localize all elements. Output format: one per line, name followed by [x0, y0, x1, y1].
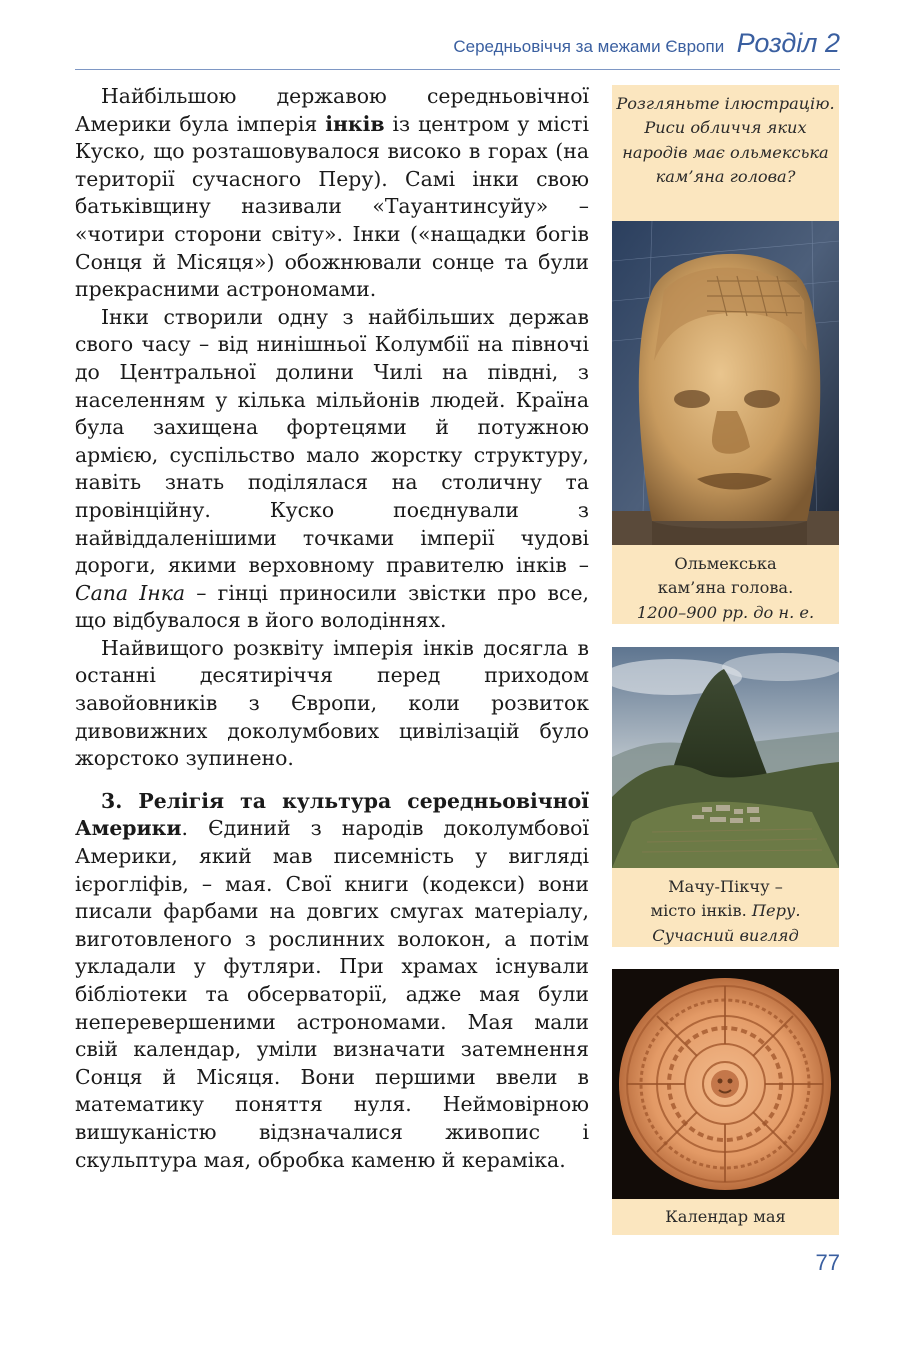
p1-text-a: Найбільшою державою середньовічної Америки була імперія	[75, 84, 589, 136]
paragraph-3: Найвищого розквіту імперія інків досягла в останні десятиріччя перед приходом завойовників з Європи, коли розвиток дивовижних доколумбових цивілізацій було жорстоко зупинено.	[75, 635, 589, 771]
caption1-line3: 1200–900 рр. до н. е.	[636, 602, 815, 622]
caption2-line1: Мачу-Пікчу –	[668, 877, 783, 896]
page-number: 77	[815, 1250, 840, 1275]
maya-calendar-image	[612, 969, 839, 1199]
p4-text-b: . Єдиний з народів доколумбової Америки, який мав писемність у вигляді ієрогліфів, – мая. Свої книги (кодекси) вони писали фарбами на довгих смугах матеріалу, виготовленого з рослинних волокон, а потім укладали у футляри. При храмах існували бібліотеки та обсерваторії, адже мая були неперевершеними астрономами. Мая мали свій календар, уміли визначати затемнення Сонця й Місяця. Вони першими ввели в математику поняття нуля. Неймовірною вишуканістю відзначалися живопис і скульптура мая, обробка каменю й кераміка.	[75, 816, 589, 1172]
p2-text-c: – гінці приносили звістки про все, що відбувалося в його володіннях.	[75, 580, 589, 633]
caption2-line2b: Перу.	[751, 901, 801, 921]
maya-calendar-caption	[612, 1199, 839, 1235]
paragraph-2	[75, 304, 589, 635]
question-text: Розгляньте ілюстрацію. Риси обличчя яких народів має ольмекська кам’яна голова?	[616, 94, 835, 186]
section-heading: 3. Релігія та культура середньовічної Америки	[75, 788, 589, 841]
p1-bold-term: інків	[325, 111, 385, 136]
question-box	[612, 85, 839, 221]
olmec-caption	[612, 545, 839, 624]
header-subtitle: Середньовіччя за межами Європи	[453, 37, 725, 56]
machu-picchu-caption	[612, 868, 839, 947]
p1-text-c: із центром у місті Куско, що розташовувалося високо в горах (на території сучасного Перу). Самі інки свою батьківщину називали «Тауантинсуйу» – «чотири сторони світу». Інки («нащадки богів Сонця й Місяця») обожнювали сонце та були прекрасними астрономами.	[75, 111, 589, 302]
caption1-line2: кам’яна голова.	[657, 578, 794, 598]
p2-text-a: Інки створили одну з найбільших держав свого часу – від нинішньої Колумбії на півночі до Центральної долини Чилі на півдні, з населенням у кілька мільйонів людей. Країна була захищена фортецями й потужною армією, суспільство мало жорстку структуру, навіть знать поділялася на столичну та провінційну. Куско поєднували з найвіддаленішими точками імперії чудові дороги, якими верховному правителю інків –	[75, 304, 589, 578]
header-section: Розділ 2	[736, 28, 840, 58]
caption3-text: Календар мая	[665, 1207, 786, 1226]
caption2-line3: Сучасний вигляд	[652, 925, 799, 945]
header-divider	[75, 69, 840, 70]
paragraph-4	[75, 788, 589, 1174]
main-text-column	[75, 83, 589, 1174]
p2-italic-term: Сапа Інка	[75, 580, 186, 605]
paragraph-1	[75, 83, 589, 304]
caption2-line2a: місто інків.	[650, 901, 752, 921]
olmec-head-image	[612, 221, 839, 545]
caption1-line1: Ольмекська	[674, 554, 777, 573]
running-header	[0, 28, 840, 59]
machu-picchu-image	[612, 647, 839, 868]
